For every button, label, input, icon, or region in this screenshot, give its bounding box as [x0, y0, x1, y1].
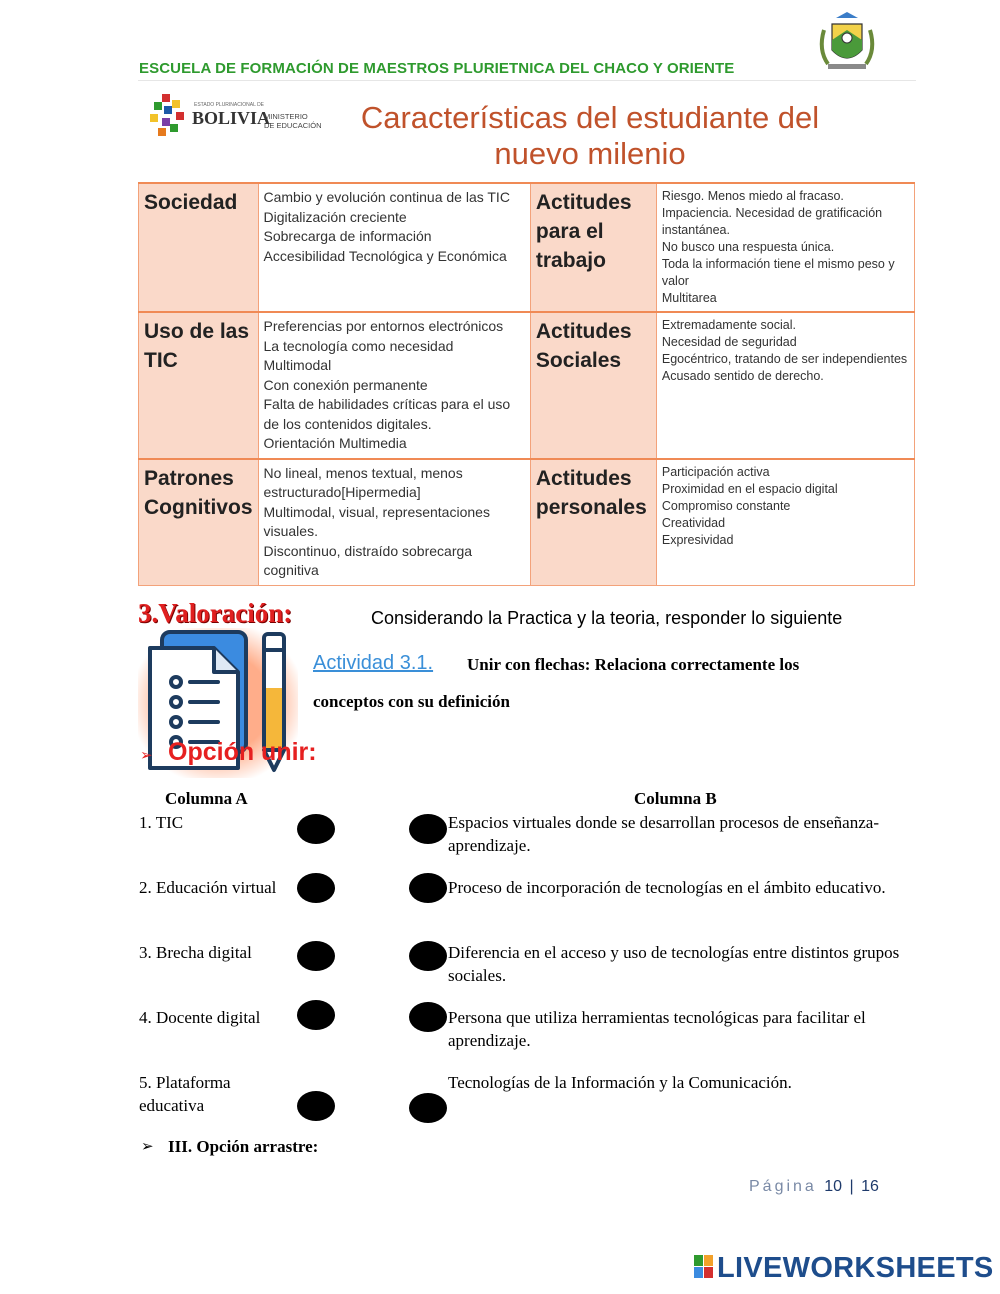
- row-list-right: [656, 459, 914, 586]
- list-item: Falta de habilidades críticas para el uso de los contenidos digitales.: [263, 396, 511, 432]
- opcion-arrastre-heading: III. Opción arrastre:: [168, 1137, 319, 1156]
- match-dot-left[interactable]: [297, 1091, 335, 1121]
- match-dot-right[interactable]: [409, 1093, 447, 1123]
- column-b-header: Columna B: [634, 789, 717, 808]
- current-page: 10: [824, 1178, 843, 1195]
- total-pages: 16: [861, 1178, 879, 1195]
- school-crest-icon: [814, 10, 880, 74]
- page-separator: |: [849, 1178, 854, 1195]
- list-item: Orientación Multimedia: [263, 435, 407, 451]
- list-item: Multimodal, visual, representaciones visuales.: [263, 503, 490, 539]
- list-item: Discontinuo, distraído sobrecarga cognitiva: [263, 542, 473, 578]
- list-item: Preferencias por entornos electrónicos: [263, 318, 504, 334]
- row-list-left: [258, 459, 530, 586]
- column-b-item: Proceso de incorporación de tecnologías en el ámbito educativo.: [448, 878, 886, 897]
- row-head-right: Actitudes para el trabajo: [530, 183, 656, 312]
- row-head-right: Actitudes Sociales: [530, 312, 656, 459]
- list-item: Creatividad: [661, 515, 726, 530]
- pagina-label: Página: [749, 1178, 817, 1195]
- bolivia-logo-icon: [146, 92, 190, 138]
- row-list-right: [656, 183, 914, 312]
- banner-title: [320, 100, 860, 172]
- list-item: Participación activa: [661, 464, 770, 479]
- column-a-item: 1. TIC: [139, 813, 184, 832]
- opcion-unir-heading: Opción unir:: [168, 738, 317, 766]
- column-a-item: 4. Docente digital: [139, 1008, 261, 1027]
- list-item: Accesibilidad Tecnológica y Económica: [263, 247, 507, 264]
- column-b-item: Tecnologías de la Información y la Comunicación.: [448, 1073, 792, 1092]
- ministerio-line-2: DE EDUCACIÓN: [264, 121, 322, 130]
- list-item: Proximidad en el espacio digital: [661, 481, 838, 496]
- list-item: Digitalización creciente: [263, 208, 407, 225]
- list-item: Acusado sentido de derecho.: [661, 369, 824, 383]
- table-row: [139, 183, 915, 312]
- ministerio-caption: [264, 112, 322, 130]
- match-dot-right[interactable]: [409, 941, 447, 971]
- bolivia-wordmark: BOLIVIA: [192, 108, 271, 128]
- list-item: Egocéntrico, tratando de ser independientes: [661, 352, 908, 366]
- arrow-bullet-icon: ➢: [141, 1137, 154, 1155]
- table-row: [139, 312, 915, 459]
- page-number: [749, 1178, 879, 1196]
- column-a-item: 3. Brecha digital: [139, 943, 252, 962]
- list-item: La tecnología como necesidad: [263, 337, 454, 354]
- match-dot-right[interactable]: [409, 873, 447, 903]
- column-a-header: Columna A: [165, 789, 248, 808]
- list-item: Toda la información tiene el mismo peso y valor: [661, 257, 895, 288]
- arrow-bullet-icon: ➢: [140, 746, 153, 764]
- list-item: Expresividad: [661, 532, 734, 547]
- actividad-link[interactable]: Actividad 3.1.: [313, 652, 434, 674]
- row-list-right: [656, 312, 914, 459]
- column-b-item: Espacios virtuales donde se desarrollan procesos de enseñanza-aprendizaje.: [448, 813, 879, 855]
- match-dot-right[interactable]: [409, 814, 447, 844]
- list-item: Impaciencia. Necesidad de gratificación instantánea.: [661, 206, 883, 237]
- liveworksheets-logo-icon: [694, 1255, 714, 1279]
- table-row: [139, 459, 915, 586]
- match-dot-left[interactable]: [297, 1000, 335, 1030]
- column-a-item: 5. Plataforma educativa: [139, 1073, 231, 1115]
- match-dot-left[interactable]: [297, 814, 335, 844]
- liveworksheets-brand[interactable]: LIVEWORKSHEETS: [717, 1252, 994, 1284]
- section-description: Considerando la Practica y la teoria, responder lo siguiente: [371, 608, 843, 628]
- list-item: Multitarea: [661, 291, 717, 305]
- list-item: Extremadamente social.: [661, 318, 796, 332]
- list-item: Compromiso constante: [661, 498, 791, 513]
- school-title: ESCUELA DE FORMACIÓN DE MAESTROS PLURIETNICA DEL CHACO Y ORIENTE: [139, 60, 735, 77]
- list-item: Riesgo. Menos miedo al fracaso.: [661, 189, 844, 203]
- row-head-right: Actitudes personales: [530, 459, 656, 586]
- list-item: No lineal, menos textual, menos estructurado[Hipermedia]: [263, 464, 463, 500]
- section-heading: 3.Valoración:: [138, 598, 293, 628]
- banner-title-line-2: nuevo milenio: [494, 136, 686, 171]
- list-item: Sobrecarga de información: [263, 228, 432, 244]
- match-dot-left[interactable]: [297, 941, 335, 971]
- state-caption: ESTADO PLURINACIONAL DE: [194, 102, 265, 108]
- match-dot-left[interactable]: [297, 873, 335, 903]
- list-item: No busco una respuesta única.: [661, 240, 835, 254]
- column-b-item: Persona que utiliza herramientas tecnológicas para facilitar el aprendizaje.: [448, 1008, 866, 1050]
- characteristics-table: [138, 182, 915, 586]
- actividad-instruction-cont: conceptos con su definición: [313, 692, 510, 711]
- list-item: Con conexión permanente: [263, 376, 428, 393]
- column-a-item: 2. Educación virtual: [139, 878, 277, 897]
- row-list-left: [258, 312, 530, 459]
- ministerio-line-1: MINISTERIO: [264, 112, 308, 121]
- match-dot-right[interactable]: [409, 1002, 447, 1032]
- header-divider: [138, 80, 916, 81]
- list-item: Cambio y evolución continua de las TIC: [263, 189, 510, 205]
- column-b-item: Diferencia en el acceso y uso de tecnologías entre distintos grupos sociales.: [448, 943, 900, 985]
- row-head-left: Patrones Cognitivos: [139, 459, 259, 586]
- row-head-left: Sociedad: [139, 183, 259, 312]
- row-head-left: Uso de las TIC: [139, 312, 259, 459]
- list-item: Necesidad de seguridad: [661, 335, 797, 349]
- row-list-left: [258, 183, 530, 312]
- actividad-instruction: Unir con flechas: Relaciona correctamente los: [467, 655, 800, 674]
- banner-title-line-1: Características del estudiante del: [360, 100, 820, 135]
- list-item: Multimodal: [263, 357, 332, 373]
